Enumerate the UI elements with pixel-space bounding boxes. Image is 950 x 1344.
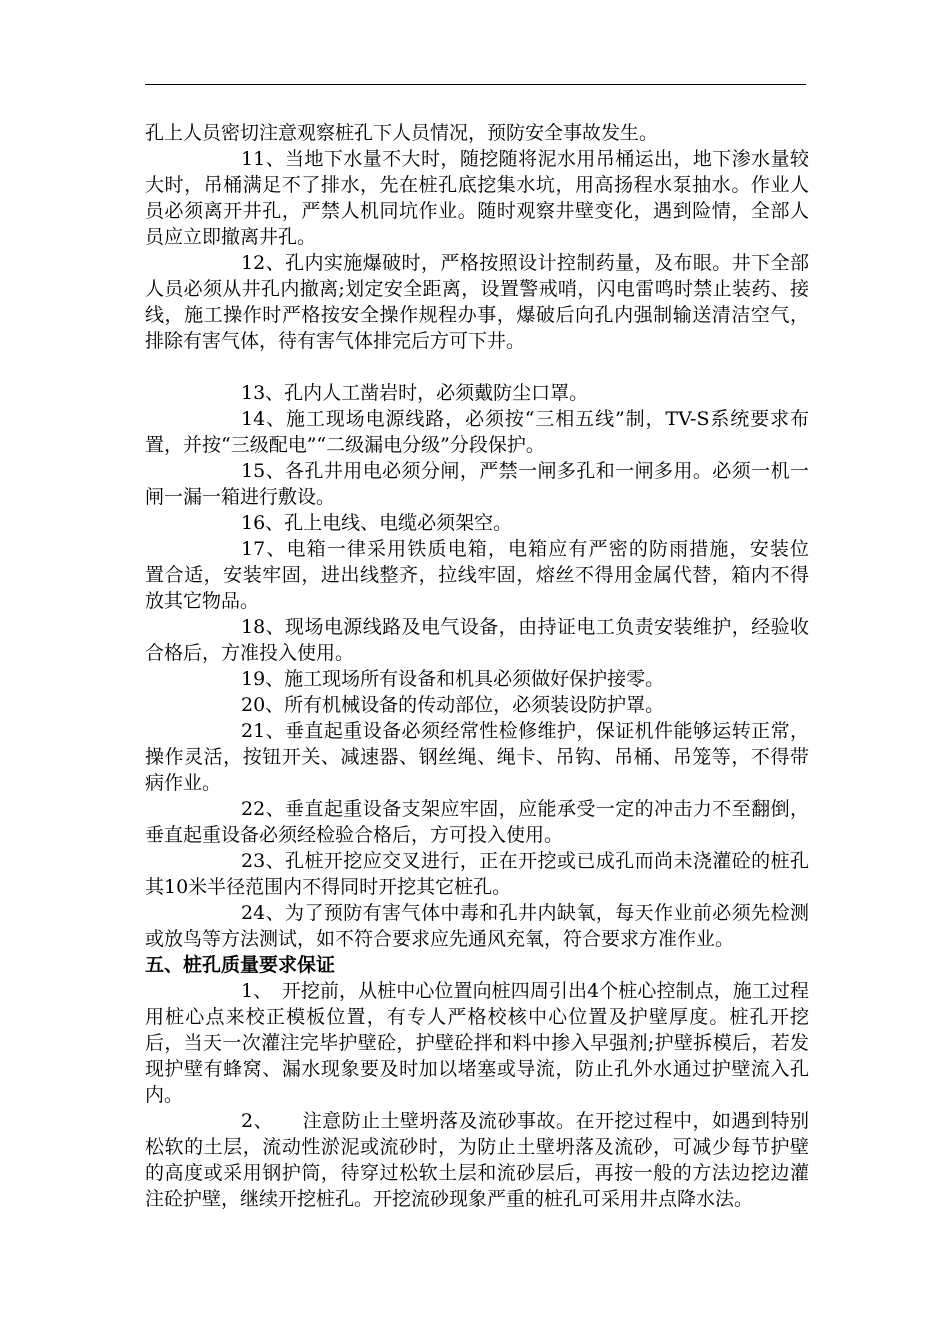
paragraph-item-22: 22、垂直起重设备支架应牢固，应能承受一定的冲击力不至翻倒，垂直起重设备必须经检验合格后，方可投入使用。 [145,798,809,846]
quality-item-2: 2、 注意防止土壁坍落及流砂事故。在开挖过程中，如遇到特别松软的土层，流动性淤泥或流砂时，为防止土壁坍落及流砂，可减少每节护壁的高度或采用钢护筒，待穿过松软土层和流砂层后，再按一般的方法边挖边灌注砼护壁，继续开挖桩孔。开挖流砂现象严重的桩孔可采用井点降水法。 [145,1110,809,1210]
paragraph-item-23: 23、孔桩开挖应交叉进行，正在开挖或已成孔而尚未浇灌砼的桩孔其10米半径范围内不得同时开挖其它桩孔。 [145,850,809,898]
paragraph-item-17: 17、电箱一律采用铁质电箱，电箱应有严密的防雨措施，安装位 置合适，安装牢固，进出线整齐，拉线牢固，熔丝不得用金属代替，箱内不得放其它物品。 [145,538,829,612]
paragraph-item-19: 19、施工现场所有设备和机具必须做好保护接零。 [241,668,665,690]
paragraph-continuation: 孔上人员密切注意观察桩孔下人员情况，预防安全事故发生。 [145,122,659,144]
paragraph-item-15: 15、各孔井用电必须分闸，严禁一闸多孔和一闸多用。必须一机一闸一漏一箱进行敷设。 [145,460,809,508]
paragraph-item-14: 14、施工现场电源线路，必须按“三相五线”制，TV-S系统要求布置，并按“三级配电”“二级漏电分级”分段保护。 [145,408,809,456]
paragraph-item-24: 24、为了预防有害气体中毒和孔井内缺氧，每天作业前必须先检测或放鸟等方法测试，如不符合要求应先通风充氧，符合要求方准作业。 [145,902,809,950]
header-rule [145,84,806,85]
quality-item-1: 1、 开挖前，从桩中心位置向桩四周引出4个桩心控制点，施工过程用桩心点来校正模板位置，有专人严格校核中心位置及护壁厚度。桩孔开挖后，当天一次灌注完毕护壁砼，护壁砼拌和料中掺入早强剂;护壁拆模后，若发现护壁有蜂窝、漏水现象要及时加以堵塞或导流，防止孔外水通过护壁流入孔内。 [145,980,809,1106]
document-body [145,120,829,1212]
paragraph-item-16: 16、孔上电线、电缆必须架空。 [241,512,513,534]
paragraph-item-13: 13、孔内人工凿岩时，必须戴防尘口罩。 [241,382,589,404]
paragraph-item-11: 11、当地下水量不大时，随挖随将泥水用吊桶运出，地下渗水量较大时，吊桶满足不了排水，先在桩孔底挖集水坑，用高扬程水泵抽水。作业人员必须离开井孔，严禁人机同坑作业。随时观察井壁变化，遇到险情，全部人员应立即撤离井孔。 [145,148,809,248]
paragraph-item-12: 12、孔内实施爆破时，严格按照设计控制药量，及布眼。井下全部人员必须从井孔内撤离;划定安全距离，设置警戒哨，闪电雷鸣时禁止装药、接线，施工操作时严格按安全操作规程办事，爆破后向孔内强制输送清洁空气，排除有害气体，待有害气体排完后方可下井。 [145,252,809,352]
paragraph-item-20: 20、所有机械设备的传动部位，必须装设防护罩。 [241,694,665,716]
section-heading: 五、桩孔质量要求保证 [145,954,336,976]
paragraph-item-21: 21、垂直起重设备必须经常性检修维护，保证机件能够运转正常，操作灵活，按钮开关、减速器、钢丝绳、绳卡、吊钩、吊桶、吊笼等，不得带病作业。 [145,720,809,794]
paragraph-item-18: 18、现场电源线路及电气设备，由持证电工负责安装维护，经验收合格后，方准投入使用。 [145,616,809,664]
